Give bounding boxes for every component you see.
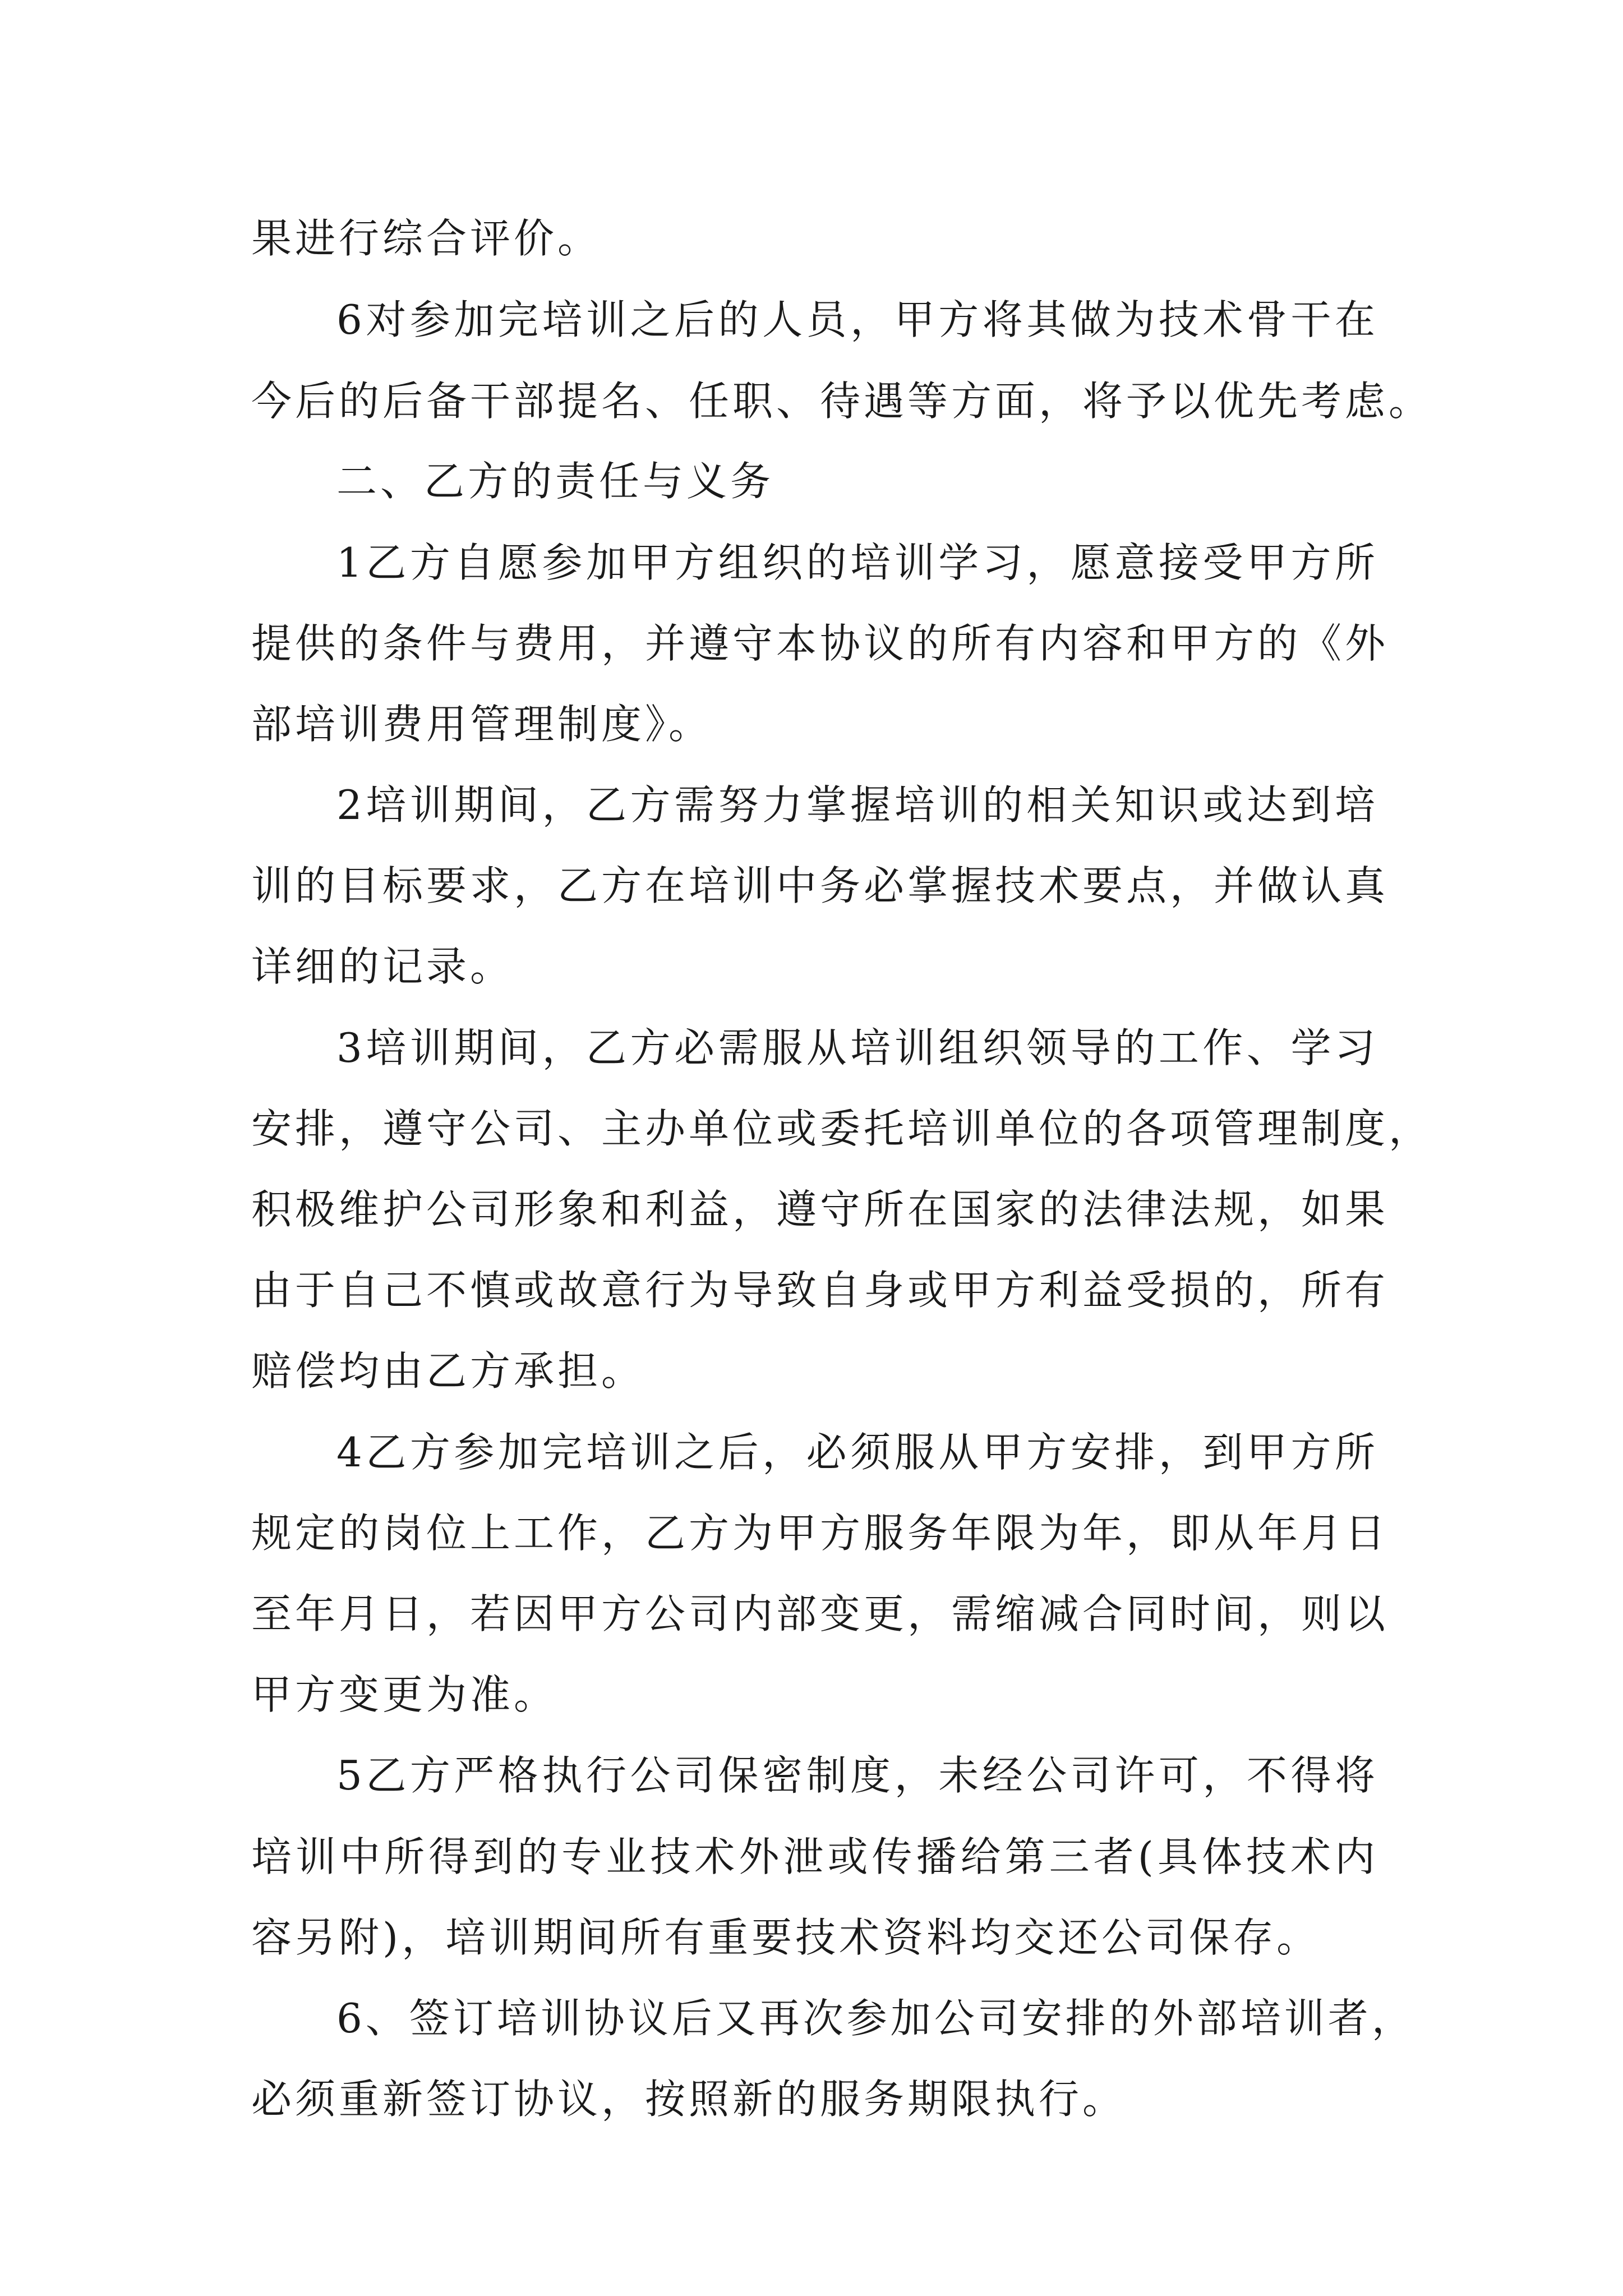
text-line: 训的目标要求，乙方在培训中务必掌握技术要点，并做认真 xyxy=(251,862,1389,909)
text-line: 6对参加完培训之后的人员，甲方将其做为技术骨干在 xyxy=(336,296,1378,343)
text-line: 容另附)，培训期间所有重要技术资料均交还公司保存。 xyxy=(251,1914,1321,1961)
text-line: 4乙方参加完培训之后，必须服从甲方安排，到甲方所 xyxy=(336,1429,1378,1476)
text-line: 甲方变更为准。 xyxy=(251,1671,558,1718)
text-line: 由于自己不慎或故意行为导致自身或甲方利益受损的，所有 xyxy=(251,1267,1389,1314)
text-line: 部培训费用管理制度》。 xyxy=(251,701,713,748)
text-line: 详细的记录。 xyxy=(251,943,514,990)
text-line: 5乙方严格执行公司保密制度，未经公司许可，不得将 xyxy=(336,1752,1378,1799)
text-line: 今后的后备干部提名、任职、待遇等方面，将予以优先考虑。 xyxy=(251,378,1433,425)
text-line: 1乙方自愿参加甲方组织的培训学习，愿意接受甲方所 xyxy=(336,539,1378,586)
text-line: 至年月日，若因甲方公司内部变更，需缩减合同时间，则以 xyxy=(251,1590,1389,1637)
text-line: 2培训期间，乙方需努力掌握培训的相关知识或达到培 xyxy=(336,781,1378,829)
text-line: 安排，遵守公司、主办单位或委托培训单位的各项管理制度， xyxy=(251,1105,1433,1152)
text-line: 提供的条件与费用，并遵守本协议的所有内容和甲方的《外 xyxy=(251,620,1389,667)
text-line: 规定的岗位上工作，乙方为甲方服务年限为年，即从年月日 xyxy=(251,1510,1389,1557)
text-line: 必须重新签订协议，按照新的服务期限执行。 xyxy=(251,2076,1127,2123)
text-line: 赔偿均由乙方承担。 xyxy=(251,1347,645,1395)
text-line: 6、签订培训协议后又再次参加公司安排的外部培训者， xyxy=(336,1995,1415,2042)
text-line: 3培训期间，乙方必需服从培训组织领导的工作、学习 xyxy=(336,1024,1378,1071)
text-line: 果进行综合评价。 xyxy=(251,215,602,262)
text-line: 积极维护公司形象和利益，遵守所在国家的法律法规，如果 xyxy=(251,1186,1389,1233)
text-line: 培训中所得到的专业技术外泄或传播给第三者(具体技术内 xyxy=(251,1833,1378,1880)
section-heading: 二、乙方的责任与义务 xyxy=(336,458,774,505)
